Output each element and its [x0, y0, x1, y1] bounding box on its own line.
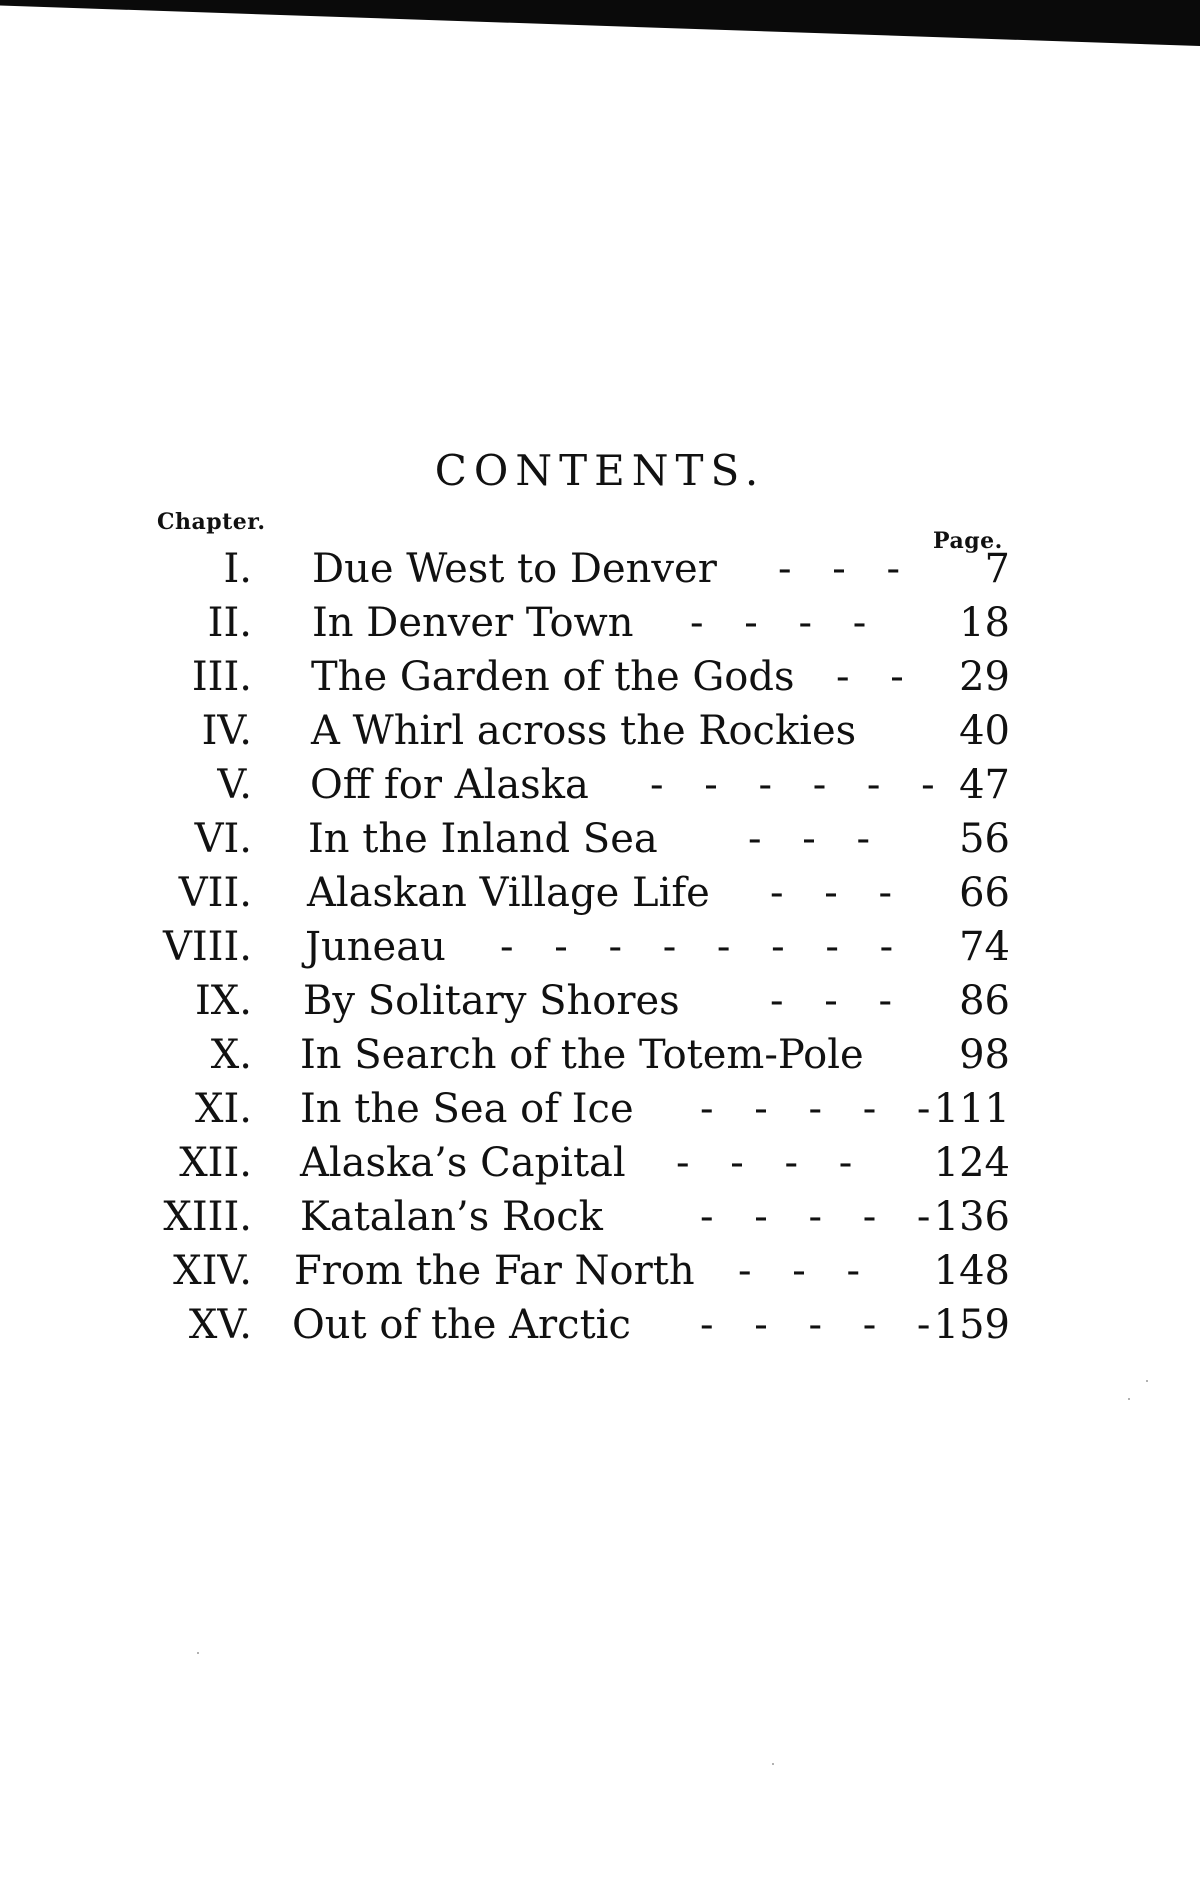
chapter-numeral: III.	[191, 654, 252, 700]
chapter-numeral: XV.	[188, 1302, 252, 1348]
page-number: 18	[959, 600, 1010, 646]
page-number: 47	[959, 762, 1010, 808]
chapter-title: From the Far North	[294, 1248, 695, 1294]
page-number: 86	[959, 978, 1010, 1024]
dot-leader: - - -	[778, 546, 914, 592]
dot-leader: - - -	[748, 816, 884, 862]
page-number: 66	[959, 870, 1010, 916]
page-number: 40	[959, 708, 1010, 754]
dot-leader: - - - - -	[700, 1086, 945, 1132]
scan-speck	[1146, 1380, 1148, 1382]
chapter-numeral: IX.	[195, 978, 252, 1024]
chapter-title: The Garden of the Gods	[311, 654, 795, 700]
toc-entry	[0, 542, 1200, 596]
toc-entry	[0, 1298, 1200, 1352]
scan-speck	[772, 1763, 774, 1765]
chapter-column-heading: Chapter.	[157, 509, 266, 535]
chapter-numeral: V.	[217, 762, 252, 808]
dot-leader: - - - - -	[700, 1194, 945, 1240]
chapter-title: Alaska’s Capital	[300, 1140, 626, 1186]
page-number: 74	[959, 924, 1010, 970]
page-number: 7	[984, 546, 1010, 592]
toc-entry	[0, 1028, 1200, 1082]
toc-entry	[0, 812, 1200, 866]
chapter-numeral: X.	[210, 1032, 252, 1078]
dot-leader: - - - - - -	[650, 762, 949, 808]
toc-entry	[0, 1244, 1200, 1298]
chapter-numeral: VI.	[194, 816, 252, 862]
chapter-title: Due West to Denver	[312, 546, 717, 592]
page-number: 124	[933, 1140, 1010, 1186]
dot-leader: - - - - - - - -	[500, 924, 908, 970]
dot-leader: - - -	[770, 978, 906, 1024]
dot-leader: - - - -	[690, 600, 881, 646]
toc-entry	[0, 650, 1200, 704]
chapter-title: Katalan’s Rock	[300, 1194, 603, 1240]
toc-entry	[0, 1082, 1200, 1136]
chapter-title: A Whirl across the Rockies	[311, 708, 857, 754]
chapter-title: In Search of the Totem-Pole	[300, 1032, 864, 1078]
chapter-numeral: XIV.	[173, 1248, 252, 1294]
chapter-numeral: IV.	[201, 708, 252, 754]
chapter-title: In Denver Town	[312, 600, 634, 646]
chapter-numeral: VII.	[178, 870, 252, 916]
chapter-numeral: XII.	[179, 1140, 252, 1186]
page-number: 148	[933, 1248, 1010, 1294]
chapter-numeral: XI.	[195, 1086, 252, 1132]
page-column-heading: Page.	[933, 528, 1003, 554]
contents-title: CONTENTS.	[434, 446, 766, 495]
chapter-numeral: II.	[207, 600, 252, 646]
dot-leader: - - - - -	[700, 1302, 945, 1348]
toc-entry	[0, 704, 1200, 758]
chapter-title: Alaskan Village Life	[307, 870, 710, 916]
chapter-numeral: I.	[223, 546, 252, 592]
dot-leader: - - -	[770, 870, 906, 916]
scan-edge-bar	[0, 0, 1200, 46]
toc-entry	[0, 758, 1200, 812]
chapter-title: By Solitary Shores	[303, 978, 680, 1024]
toc-entry	[0, 920, 1200, 974]
toc-entry	[0, 1136, 1200, 1190]
toc-entry	[0, 596, 1200, 650]
scan-speck	[197, 1652, 199, 1654]
chapter-title: Juneau	[305, 924, 446, 970]
page-number: 111	[933, 1086, 1010, 1132]
dot-leader: - - -	[738, 1248, 874, 1294]
toc-entry	[0, 866, 1200, 920]
dot-leader: - -	[836, 654, 918, 700]
toc-entry	[0, 1190, 1200, 1244]
page-number: 98	[959, 1032, 1010, 1078]
page-number: 29	[959, 654, 1010, 700]
page-number: 136	[933, 1194, 1010, 1240]
toc-entry	[0, 974, 1200, 1028]
table-of-contents	[0, 542, 1200, 1352]
chapter-title: In the Inland Sea	[308, 816, 658, 862]
chapter-title: In the Sea of Ice	[300, 1086, 634, 1132]
chapter-title: Off for Alaska	[310, 762, 589, 808]
chapter-numeral: VIII.	[162, 924, 252, 970]
page-number: 159	[933, 1302, 1010, 1348]
chapter-numeral: XIII.	[163, 1194, 252, 1240]
dot-leader: - - - -	[676, 1140, 867, 1186]
page-number: 56	[959, 816, 1010, 862]
scan-speck	[1128, 1398, 1130, 1400]
chapter-title: Out of the Arctic	[292, 1302, 631, 1348]
